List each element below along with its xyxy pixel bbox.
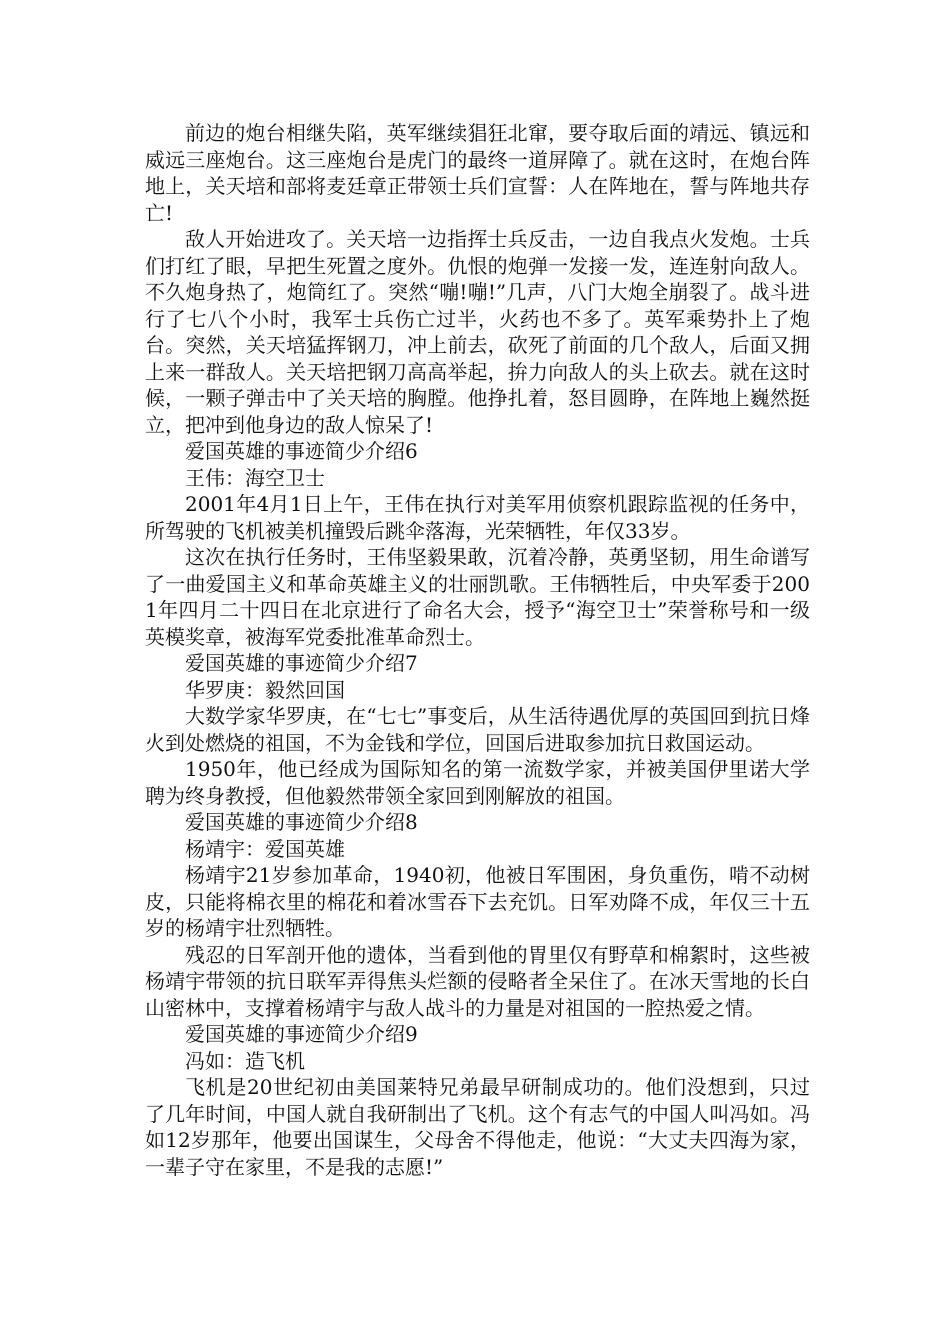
section-heading: 爱国英雄的事迹简少介绍7 [185, 651, 418, 675]
document-page [145, 120, 810, 1180]
hero-title: 华罗庚：毅然回国 [185, 677, 345, 702]
section-heading: 爱国英雄的事迹简少介绍8 [185, 810, 418, 834]
body-paragraph: 前边的炮台相继失陷，英军继续猖狂北窜，要夺取后面的靖远、镇远和威远三座炮台。这三座炮台是虎门的最终一道屏障了。就在这时，在炮台阵地上，关天培和部将麦廷章正带领士兵们宣誓：人在阵地在，誓与阵地共存亡! [145, 121, 810, 225]
body-paragraph: 2001年4月1日上午，王伟在执行对美军用侦察机跟踪监视的任务中，所驾驶的飞机被美机撞毁后跳伞落海，光荣牺牲，年仅33岁。 [145, 492, 810, 543]
section-heading: 爱国英雄的事迹简少介绍9 [185, 1022, 418, 1046]
body-paragraph: 残忍的日军剖开他的遗体，当看到他的胃里仅有野草和棉絮时，这些被杨靖宇带领的抗日联军弄得焦头烂额的侵略者全呆住了。在冰天雪地的长白山密林中，支撑着杨靖宇与敌人战斗的力量是对祖国的一腔热爱之情。 [145, 942, 810, 1020]
body-paragraph: 杨靖宇21岁参加革命，1940初，他被日军围困，身负重伤，啃不动树皮，只能将棉衣里的棉花和着冰雪吞下去充饥。日军劝降不成，年仅三十五岁的杨靖宇壮烈牺牲。 [145, 863, 810, 940]
body-paragraph: 1950年，他已经成为国际知名的第一流数学家，并被美国伊里诺大学聘为终身教授，但他毅然带领全家回到刚解放的祖国。 [145, 757, 810, 808]
hero-title: 冯如：造飞机 [185, 1048, 305, 1073]
hero-title: 杨靖宇：爱国英雄 [185, 836, 345, 861]
body-paragraph: 这次在执行任务时，王伟坚毅果敢，沉着冷静，英勇坚韧，用生命谱写了一曲爱国主义和革命英雄主义的壮丽凯歌。王伟牺牲后，中央军委于2001年四月二十四日在北京进行了命名大会，授予“海空卫士”荣誉称号和一级英模奖章，被海军党委批准革命烈士。 [145, 545, 810, 649]
section-heading: 爱国英雄的事迹简少介绍6 [185, 439, 418, 463]
body-paragraph: 大数学家华罗庚，在“七七”事变后，从生活待遇优厚的英国回到抗日烽火到处燃烧的祖国，不为金钱和学位，回国后进取参加抗日救国运动。 [145, 704, 810, 755]
body-paragraph: 飞机是20世纪初由美国莱特兄弟最早研制成功的。他们没想到，只过了几年时间，中国人就自我研制出了飞机。这个有志气的中国人叫冯如。冯如12岁那年，他要出国谋生，父母舍不得他走，他说：“大丈夫四海为家，一辈子守在家里，不是我的志愿!” [145, 1075, 810, 1179]
hero-title: 王伟：海空卫士 [185, 465, 325, 490]
body-paragraph: 敌人开始进攻了。关天培一边指挥士兵反击，一边自我点火发炮。士兵们打红了眼，早把生死置之度外。仇恨的炮弹一发接一发，连连射向敌人。不久炮身热了，炮筒红了。突然“嘣!嘣!”几声，八门大炮全崩裂了。战斗进行了七八个小时，我军士兵伤亡过半，火药也不多了。英军乘势扑上了炮台。突然，关天培猛挥钢刀，冲上前去，砍死了前面的几个敌人，后面又拥上来一群敌人。关天培把钢刀高高举起，拚力向敌人的头上砍去。就在这时候，一颗子弹击中了关天培的胸膛。他挣扎着，怒目圆睁，在阵地上巍然挺立，把冲到他身边的敌人惊呆了! [145, 227, 810, 437]
